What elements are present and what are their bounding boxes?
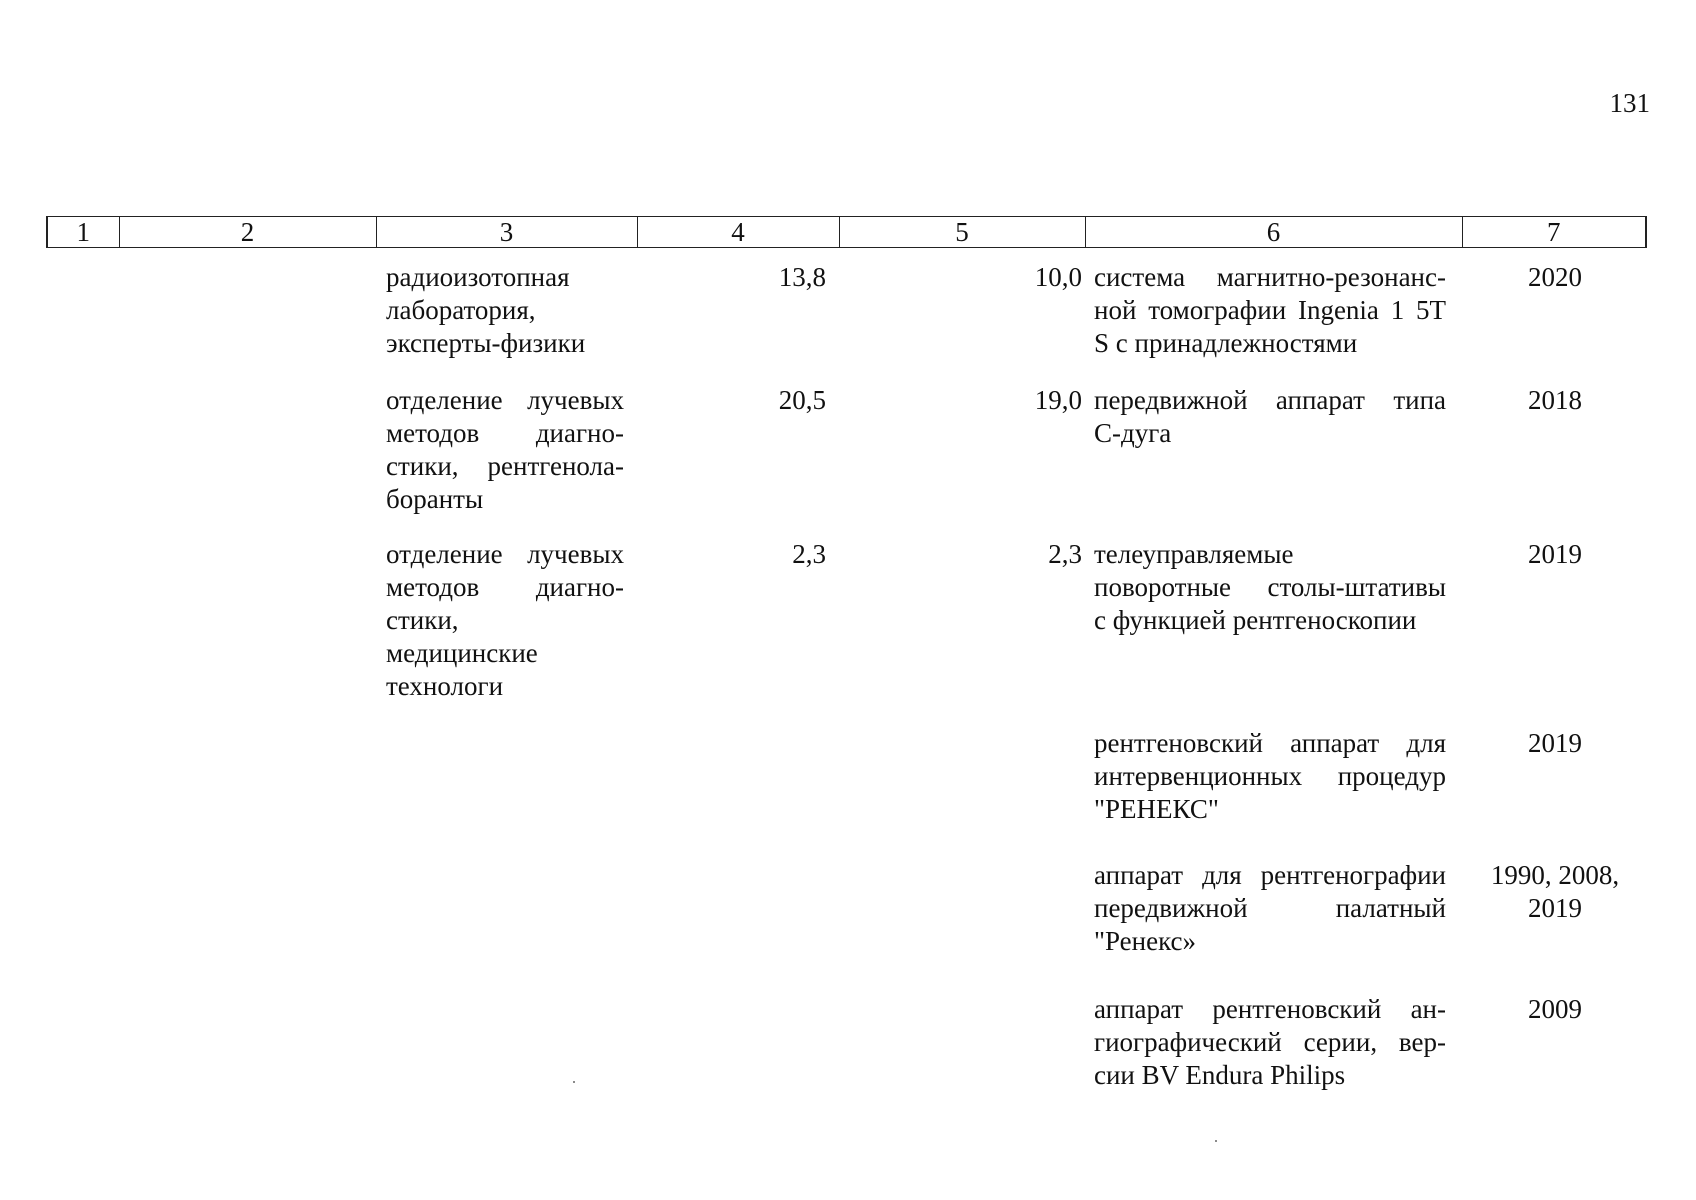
- equipment-line: аппарат для рентгенографии: [1094, 860, 1446, 890]
- value-col4: 20,5: [778, 385, 826, 415]
- department-line: отделение лучевых: [386, 539, 624, 569]
- department-line: методов диагно-: [386, 572, 624, 602]
- equipment-line: поворотные столы-штативы: [1094, 572, 1446, 602]
- header-col-5: 5: [839, 217, 1085, 248]
- column-number-header: [46, 216, 1647, 248]
- equipment-line: рентгеновский аппарат для: [1094, 728, 1446, 758]
- header-col-6: 6: [1085, 217, 1462, 248]
- equipment-line: система магнитно-резонанс-: [1094, 262, 1446, 292]
- value-col5: 10,0: [1034, 262, 1082, 292]
- equipment-line: интервенционных процедур: [1094, 761, 1446, 791]
- header-col-2: 2: [119, 217, 376, 248]
- year-line: 2019: [1528, 893, 1582, 923]
- equipment-cell: [1094, 859, 1446, 958]
- value-col4: 2,3: [792, 539, 826, 569]
- header-col-3: 3: [376, 217, 637, 248]
- equipment-line: "Ренекс»: [1094, 926, 1197, 956]
- header-col-4: 4: [637, 217, 839, 248]
- equipment-cell: [1094, 261, 1446, 360]
- department-cell: [386, 384, 624, 516]
- department-line: медицинские: [386, 638, 538, 668]
- header-col-1: 1: [47, 217, 119, 248]
- department-line: технологи: [386, 671, 504, 701]
- year-cell: [1475, 384, 1635, 417]
- year-line: 2019: [1528, 728, 1582, 758]
- value-col5: 19,0: [1034, 385, 1082, 415]
- year-cell: [1475, 859, 1635, 925]
- equipment-line: гиографический серии, вер-: [1094, 1027, 1446, 1057]
- equipment-line: телеуправляемые: [1094, 539, 1294, 569]
- year-cell: [1475, 261, 1635, 294]
- equipment-line: S с принадлежностями: [1094, 328, 1358, 358]
- equipment-line: "РЕНЕКС": [1094, 794, 1219, 824]
- department-line: стики,: [386, 605, 459, 635]
- equipment-cell: [1094, 993, 1446, 1092]
- equipment-cell: [1094, 384, 1446, 450]
- equipment-line: ной томографии Ingenia 1 5T: [1094, 295, 1446, 325]
- scan-speck: [1215, 1140, 1217, 1142]
- department-cell: [386, 538, 624, 703]
- value-col5: 2,3: [1048, 539, 1082, 569]
- department-line: лаборатория,: [386, 295, 536, 325]
- equipment-line: сии BV Endura Philips: [1094, 1060, 1346, 1090]
- department-line: боранты: [386, 484, 484, 514]
- scan-speck: [573, 1081, 575, 1083]
- equipment-line: С-дуга: [1094, 418, 1172, 448]
- equipment-cell: [1094, 727, 1446, 826]
- department-line: отделение лучевых: [386, 385, 624, 415]
- year-cell: [1475, 727, 1635, 760]
- page-number: 131: [1609, 88, 1650, 118]
- equipment-line: с функцией рентгеноскопии: [1094, 605, 1417, 635]
- department-cell: [386, 261, 624, 360]
- year-line: 1990, 2008,: [1490, 860, 1620, 890]
- year-cell: [1475, 993, 1635, 1026]
- year-line: 2009: [1528, 994, 1582, 1024]
- equipment-cell: [1094, 538, 1446, 637]
- year-line: 2019: [1528, 539, 1582, 569]
- department-line: стики, рентгенола-: [386, 451, 624, 481]
- header-col-7: 7: [1462, 217, 1646, 248]
- value-col4: 13,8: [778, 262, 826, 292]
- year-line: 2018: [1528, 385, 1582, 415]
- equipment-line: передвижной аппарат типа: [1094, 385, 1446, 415]
- equipment-line: передвижной палатный: [1094, 893, 1446, 923]
- equipment-line: аппарат рентгеновский ан-: [1094, 994, 1446, 1024]
- department-line: методов диагно-: [386, 418, 624, 448]
- year-cell: [1475, 538, 1635, 571]
- department-line: радиоизотопная: [386, 262, 570, 292]
- year-line: 2020: [1528, 262, 1582, 292]
- department-line: эксперты-физики: [386, 328, 586, 358]
